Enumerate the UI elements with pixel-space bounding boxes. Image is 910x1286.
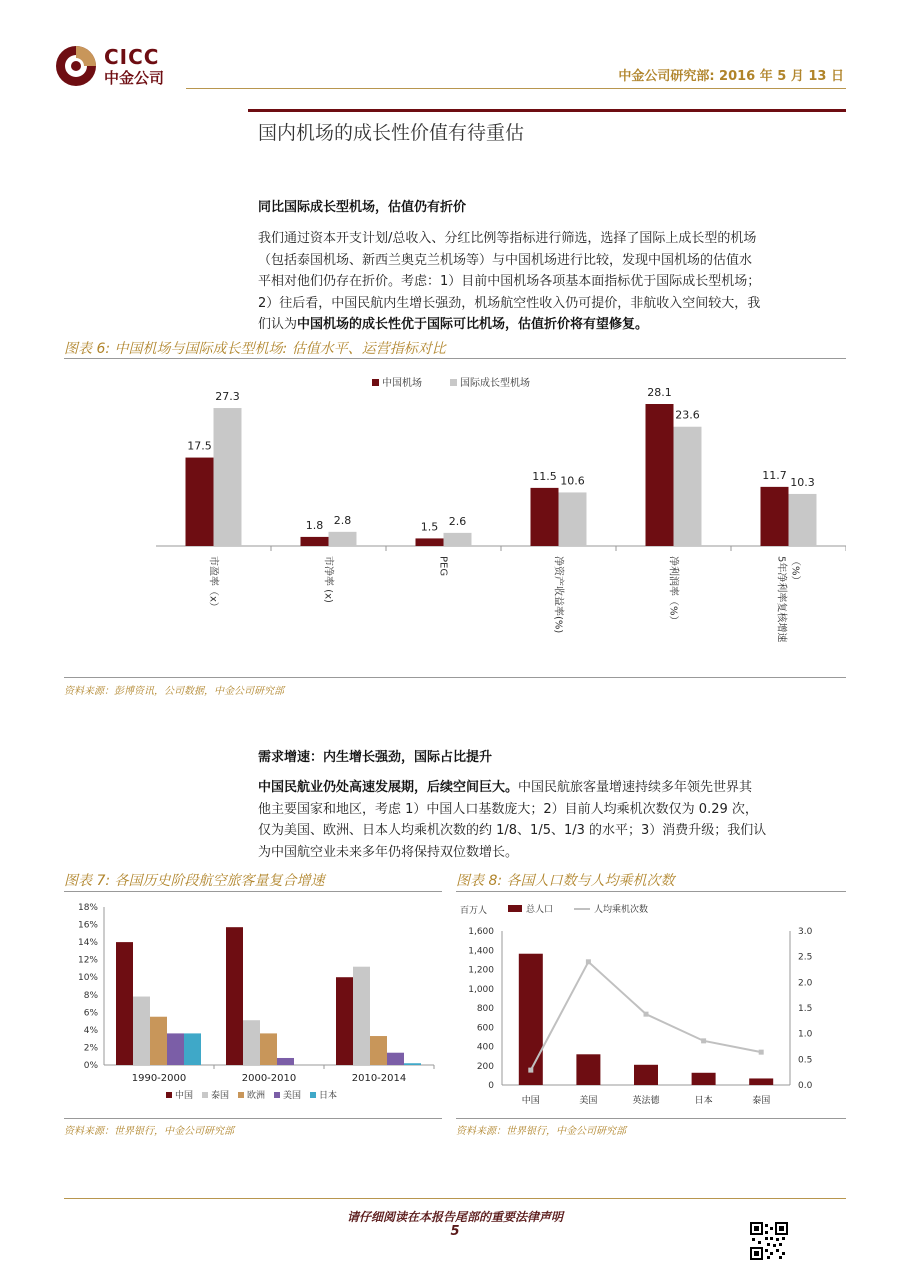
header-rule <box>186 88 846 89</box>
legend-swatch <box>238 1092 244 1098</box>
bar-population <box>692 1073 716 1085</box>
y-right-tick-label: 2.5 <box>798 952 813 963</box>
bar-美国 <box>277 1058 294 1065</box>
para-line: 他主要国家和地区，考虑 1）中国人口基数庞大；2）目前人均乘机次数仅为 0.29 次， <box>258 801 758 817</box>
para-line: 为中国航空业未来多年仍将保持双位数增长。 <box>258 844 519 860</box>
y-axis-unit-label: 百万人 <box>460 906 488 916</box>
bar-china <box>761 487 789 546</box>
legend-swatch <box>202 1092 208 1098</box>
category-label: 1990-2000 <box>131 1073 187 1084</box>
para-line <box>258 777 848 799</box>
y-tick-label: 0% <box>83 1061 98 1071</box>
y-tick-label: 12% <box>77 955 98 966</box>
data-label: 2.6 <box>448 514 467 528</box>
legend-label-china: 中国机场 <box>382 378 422 389</box>
data-label: 11.5 <box>532 469 557 483</box>
para-text: 中国民航旅客量增速持续多年领先世界其 <box>518 780 753 795</box>
data-label: 1.5 <box>420 520 439 534</box>
y-left-tick-label: 1,600 <box>468 927 494 937</box>
bar-intl <box>214 408 242 546</box>
figure7-rule-top <box>64 891 442 892</box>
legend-label: 欧洲 <box>247 1091 266 1101</box>
y-left-tick-label: 400 <box>476 1042 494 1053</box>
y-left-tick-label: 600 <box>476 1023 494 1034</box>
y-tick-label: 8% <box>83 990 98 1001</box>
bar-intl <box>559 492 587 546</box>
header-date: 中金公司研究部: 2016 年 5 月 13 日 <box>618 69 844 84</box>
category-label: 5年净利率复核增速 <box>775 556 787 643</box>
y-right-tick-label: 0.0 <box>798 1081 813 1091</box>
y-tick-label: 6% <box>83 1008 98 1019</box>
category-label: 净资产收益率(%) <box>552 556 564 634</box>
para-emphasis: 中国民航业仍处高速发展期，后续空间巨大。 <box>258 780 519 795</box>
point-trips-per-capita <box>644 1012 649 1017</box>
y-tick-label: 10% <box>77 973 98 984</box>
legend-swatch-china <box>372 379 379 386</box>
bar-泰国 <box>133 997 150 1065</box>
y-right-tick-label: 2.0 <box>798 978 813 989</box>
bar-intl <box>444 533 472 546</box>
category-label: （%） <box>789 556 801 586</box>
figure6-source: 资料来源：彭博资讯，公司数据，中金公司研究部 <box>64 686 284 697</box>
legend-label: 泰国 <box>211 1091 230 1101</box>
category-label: 英法德 <box>632 1096 660 1106</box>
figure8-chart <box>456 895 846 1115</box>
bar-欧洲 <box>260 1033 277 1065</box>
bar-intl <box>329 532 357 546</box>
category-label: 中国 <box>521 1096 540 1106</box>
section2-paragraph <box>258 777 848 863</box>
footer-rule <box>64 1198 846 1199</box>
legend-swatch <box>166 1092 172 1098</box>
bar-population <box>749 1078 773 1085</box>
figure8-rule-top <box>456 891 846 892</box>
data-label: 10.6 <box>560 474 585 488</box>
legend-label-intl: 国际成长型机场 <box>460 378 530 389</box>
bar-intl <box>789 494 817 546</box>
bar-china <box>416 538 444 546</box>
category-label: 泰国 <box>752 1096 771 1106</box>
y-left-tick-label: 0 <box>488 1081 494 1091</box>
bar-population <box>634 1065 658 1085</box>
category-label: 日本 <box>694 1096 713 1106</box>
legend-swatch-intl <box>450 379 457 386</box>
logo-cn: 中金公司 <box>104 69 165 87</box>
bar-中国 <box>336 977 353 1065</box>
para-text: 们认为 <box>258 317 298 332</box>
point-trips-per-capita <box>586 959 591 964</box>
y-tick-label: 18% <box>77 903 98 913</box>
para-line: 平相对他们仍存在折价。考虑：1）目前中国机场各项基本面指标优于国际成长型机场； <box>258 274 761 289</box>
para-line: 仅为美国、欧洲、日本人均乘机次数的约 1/8、1/5、1/3 的水平；3）消费升级；我们认 <box>258 823 767 838</box>
figure7-rule-bottom <box>64 1118 442 1119</box>
legend-label: 日本 <box>319 1091 338 1101</box>
section1-heading: 同比国际成长型机场，估值仍有折价 <box>258 200 467 215</box>
y-left-tick-label: 1,400 <box>468 946 494 957</box>
bar-泰国 <box>243 1020 260 1065</box>
section1-paragraph <box>258 228 848 336</box>
y-tick-label: 16% <box>77 920 98 931</box>
point-trips-per-capita <box>528 1068 533 1073</box>
category-label: 净利润率（%） <box>667 556 679 626</box>
category-label: 2000-2010 <box>241 1073 297 1084</box>
page-number: 5 <box>450 1224 460 1239</box>
data-label: 1.8 <box>305 518 324 532</box>
category-label: 美国 <box>579 1096 598 1106</box>
section2-heading: 需求增速：内生增长强劲，国际占比提升 <box>258 750 493 765</box>
data-label: 23.6 <box>675 408 700 422</box>
bar-population <box>576 1054 600 1085</box>
bar-美国 <box>387 1053 404 1065</box>
y-right-tick-label: 3.0 <box>798 927 813 937</box>
legend-label-trips: 人均乘机次数 <box>594 905 649 915</box>
bar-日本 <box>184 1033 201 1065</box>
y-left-tick-label: 200 <box>476 1061 494 1072</box>
logo-en: CICC <box>104 45 160 69</box>
category-label: 市净率 (x) <box>322 556 334 603</box>
bar-china <box>646 404 674 546</box>
legend-label: 中国 <box>175 1091 194 1101</box>
y-tick-label: 14% <box>77 938 98 949</box>
bar-china <box>531 488 559 546</box>
data-label: 28.1 <box>647 386 672 399</box>
bar-欧洲 <box>370 1036 387 1065</box>
para-line: 我们通过资本开支计划/总收入、分红比例等指标进行筛选，选择了国际上成长型的机场 <box>258 231 757 246</box>
bar-china <box>301 537 329 546</box>
data-label: 27.3 <box>215 390 240 404</box>
page-title: 国内机场的成长性价值有待重估 <box>258 122 525 144</box>
bar-日本 <box>404 1063 421 1065</box>
legend-label: 美国 <box>283 1091 302 1101</box>
title-bar <box>248 109 846 112</box>
legend-swatch <box>310 1092 316 1098</box>
bar-欧洲 <box>150 1017 167 1065</box>
figure7-source: 资料来源：世界银行，中金公司研究部 <box>64 1126 234 1137</box>
figure7-chart <box>64 895 442 1115</box>
bar-中国 <box>116 942 133 1065</box>
para-emphasis: 中国机场的成长性优于国际可比机场，估值折价将有望修复。 <box>297 317 649 332</box>
data-label: 10.3 <box>790 475 815 489</box>
y-tick-label: 2% <box>83 1043 98 1054</box>
figure6-rule-bottom <box>64 677 846 678</box>
cicc-logo-icon <box>54 44 98 88</box>
footer-disclaimer: 请仔细阅读在本报告尾部的重要法律声明 <box>346 1210 563 1224</box>
point-trips-per-capita <box>701 1038 706 1043</box>
bar-china <box>186 458 214 546</box>
category-label: PEG <box>437 556 449 577</box>
figure7-title: 图表 7: 各国历史阶段航空旅客量复合增速 <box>64 873 325 889</box>
data-label: 11.7 <box>762 468 787 482</box>
figure8-title: 图表 8: 各国人口数与人均乘机次数 <box>456 873 675 889</box>
para-line <box>258 314 848 336</box>
point-trips-per-capita <box>759 1050 764 1055</box>
figure6-chart <box>64 362 846 674</box>
bar-population <box>519 954 543 1085</box>
category-label: 2010-2014 <box>351 1073 407 1084</box>
figure8-source: 资料来源：世界银行，中金公司研究部 <box>456 1126 626 1137</box>
y-right-tick-label: 1.5 <box>798 1004 813 1014</box>
para-line: （包括泰国机场、新西兰奥克兰机场等）与中国机场进行比较，发现中国机场的估值水 <box>258 252 753 268</box>
legend-swatch-population <box>508 905 522 912</box>
bar-中国 <box>226 927 243 1065</box>
bar-intl <box>674 427 702 546</box>
y-left-tick-label: 800 <box>476 1004 494 1014</box>
legend-swatch <box>274 1092 280 1098</box>
para-line: 2）往后看，中国民航内生增长强劲，机场航空性收入仍可提价，非航收入空间较大，我 <box>258 295 761 311</box>
y-right-tick-label: 0.5 <box>798 1055 813 1066</box>
figure8-rule-bottom <box>456 1118 846 1119</box>
data-label: 17.5 <box>187 439 212 453</box>
legend-label-population: 总人口 <box>526 905 554 915</box>
category-label: 市盈率（x） <box>207 556 219 612</box>
bar-美国 <box>167 1033 184 1065</box>
y-left-tick-label: 1,200 <box>468 965 494 976</box>
data-label: 2.8 <box>333 513 352 527</box>
bar-泰国 <box>353 967 370 1065</box>
figure6-rule-top <box>64 358 846 359</box>
y-tick-label: 4% <box>83 1025 98 1036</box>
qr-code-icon <box>750 1222 788 1260</box>
figure6-title: 图表 6: 中国机场与国际成长型机场: 估值水平、运营指标对比 <box>64 341 446 357</box>
y-left-tick-label: 1,000 <box>468 984 494 995</box>
y-right-tick-label: 1.0 <box>798 1029 813 1040</box>
